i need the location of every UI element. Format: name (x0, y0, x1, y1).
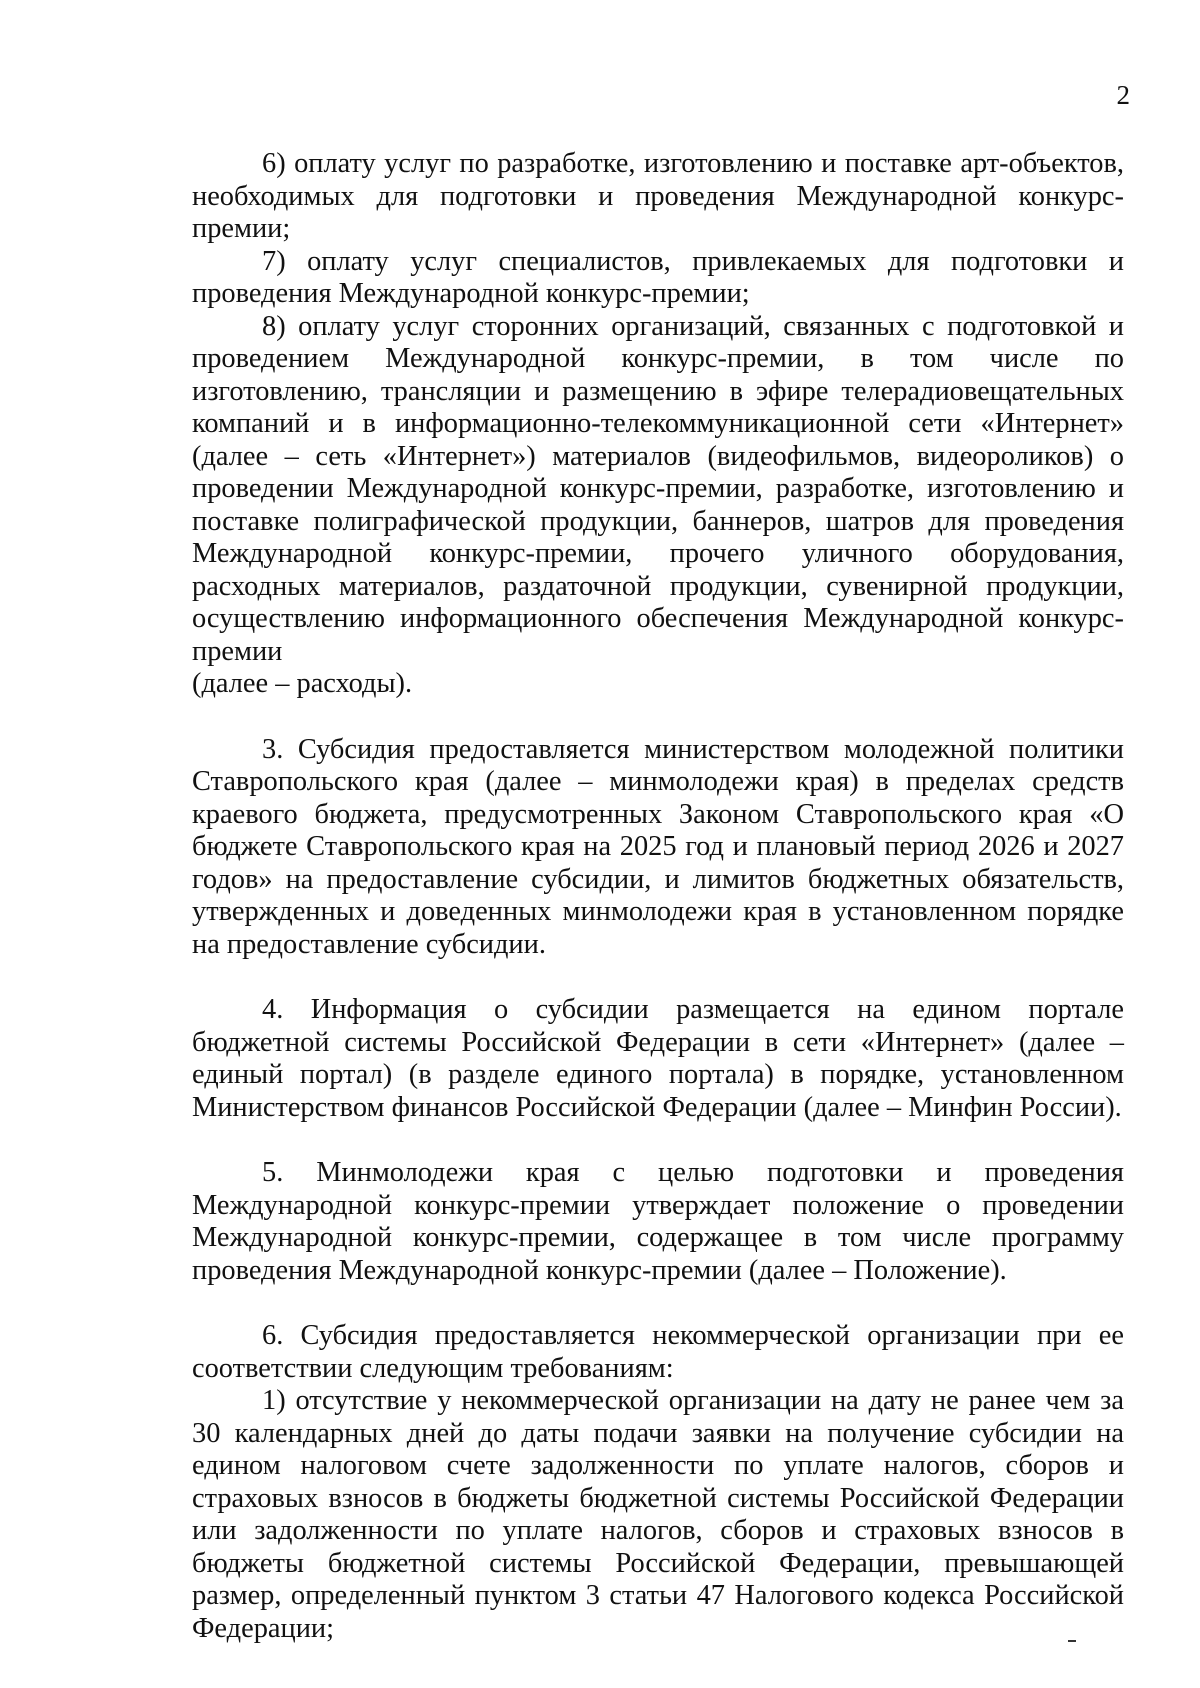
document-body (192, 148, 1124, 1645)
paragraph-clause-5: 5. Минмолодежи края с целью подготовки и проведения Международной конкурс-премии утверждает положение о проведении Международной конкурс-премии, содержащее в том числе программу проведения Международной конкурс-премии (далее – Положение). (192, 1157, 1124, 1286)
paragraph-item-7: 7) оплату услуг специалистов, привлекаемых для подготовки и проведения Международной конкурс-премии; (192, 245, 1124, 309)
scan-mark (1068, 1640, 1076, 1642)
paragraph-clause-6-item-1: 1) отсутствие у некоммерческой организации на дату не ранее чем за 30 календарных дней до даты подачи заявки на получение субсидии на едином налоговом счете задолженности по уплате налогов, сборов и страховых взносов в бюджеты бюджетной системы Российской Федерации или задолженности по уплате налогов, сборов и страховых взносов в бюджеты бюджетной системы Российской Федерации, превышающей размер, определенный пунктом 3 статьи 47 Налогового кодекса Российской Федерации; (192, 1385, 1124, 1644)
paragraph-clause-4: 4. Информация о субсидии размещается на едином портале бюджетной системы Российской Федерации в сети «Интернет» (далее – единый портал) (в разделе единого портала) в порядке, установленном Министерством финансов Российской Федерации (далее – Минфин России). (192, 994, 1124, 1123)
paragraph-item-8: 8) оплату услуг сторонних организаций, связанных с подготовкой и проведением Международной конкурс-премии, в том числе по изготовлению, трансляции и размещению в эфире телерадиовещательных компаний и в информационно-телекоммуникационной сети «Интернет» (далее – сеть «Интернет») материалов (видеофильмов, видеороликов) о проведении Международной конкурс-премии, разработке, изготовлению и поставке полиграфической продукции, баннеров, шатров для проведения Международной конкурс-премии, прочего уличного оборудования, расходных материалов, раздаточной продукции, сувенирной продукции, осуществлению информационного обеспечения Международной конкурс-премии (192, 310, 1124, 667)
paragraph-item-6: 6) оплату услуг по разработке, изготовлению и поставке арт-объектов, необходимых для подготовки и проведения Международной конкурс-премии; (192, 148, 1124, 244)
page-number: 2 (1116, 80, 1130, 110)
paragraph-expenses-note: (далее – расходы). (192, 668, 413, 699)
paragraph-clause-6: 6. Субсидия предоставляется некоммерческой организации при ее соответствии следующим требованиям: (192, 1320, 1124, 1384)
paragraph-clause-3: 3. Субсидия предоставляется министерством молодежной политики Ставропольского края (далее – минмолодежи края) в пределах средств краевого бюджета, предусмотренных Законом Ставропольского края «О бюджете Ставропольского края на 2025 год и плановый период 2026 и 2027 годов» на предоставление субсидии, и лимитов бюджетных обязательств, утвержденных и доведенных минмолодежи края в установленном порядке на предоставление субсидии. (192, 733, 1124, 960)
